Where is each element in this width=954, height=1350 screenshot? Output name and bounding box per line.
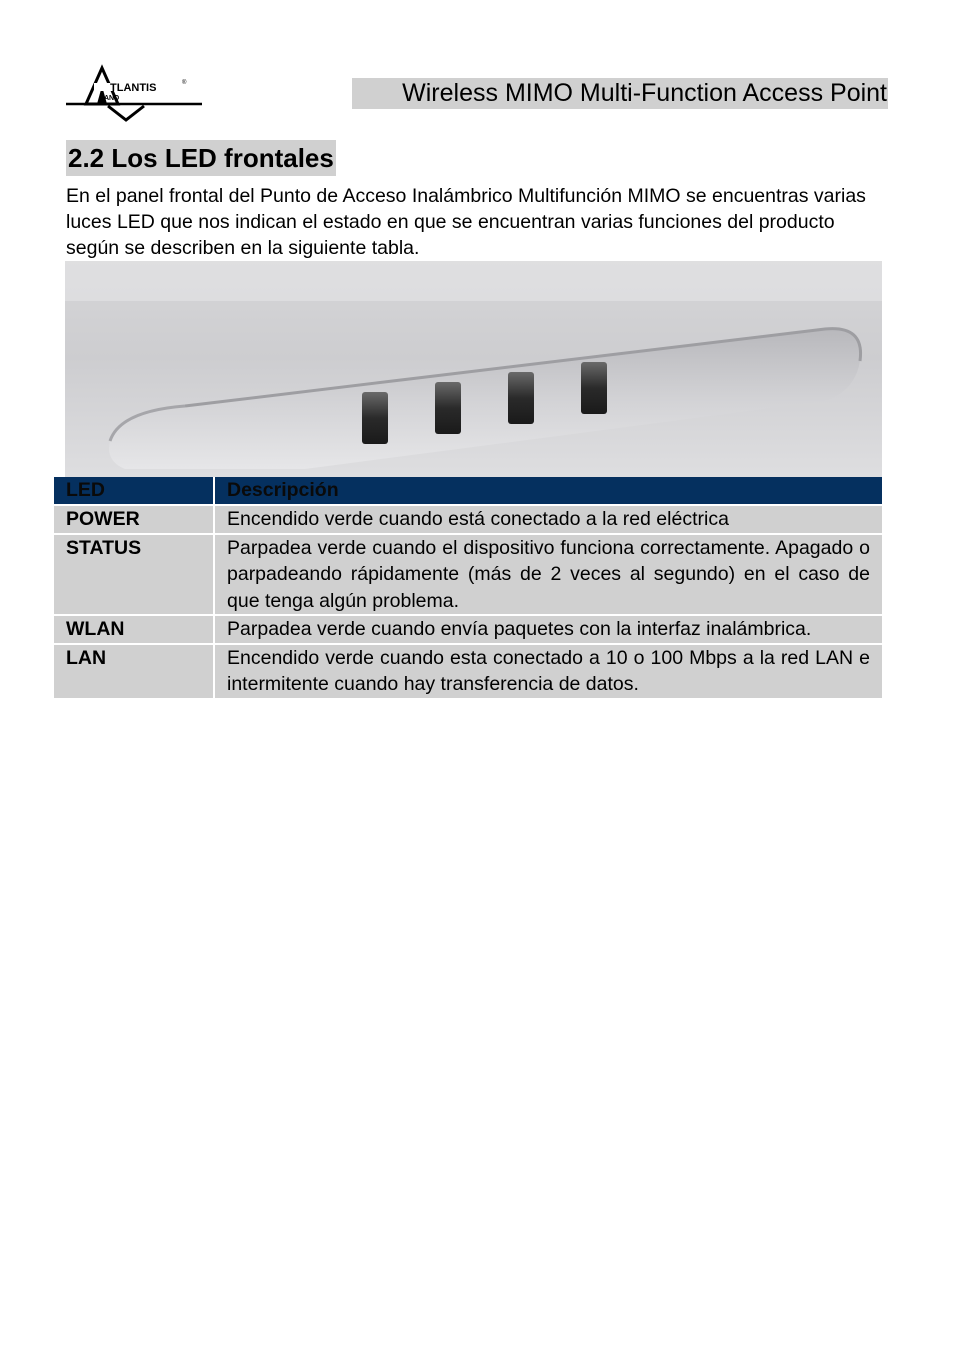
led-description: Parpadea verde cuando envía paquetes con la interfaz inalámbrica.	[214, 615, 882, 644]
device-front-panel-photo	[65, 261, 882, 477]
svg-text:TLANTIS: TLANTIS	[110, 82, 157, 94]
atlantis-land-logo	[64, 62, 204, 124]
led-name: POWER	[54, 505, 214, 534]
section-title: 2.2 Los LED frontales	[66, 140, 336, 176]
led-name: STATUS	[54, 534, 214, 616]
led-name: WLAN	[54, 615, 214, 644]
column-header-led: LED	[54, 477, 214, 505]
table-row	[54, 534, 882, 616]
svg-text:®: ®	[182, 80, 187, 86]
svg-text:AND: AND	[104, 95, 120, 102]
table-row	[54, 505, 882, 534]
led-description: Encendido verde cuando esta conectado a 10 o 100 Mbps a la red LAN e intermitente cuando hay transferencia de datos.	[214, 644, 882, 698]
led-description: Parpadea verde cuando el dispositivo funciona correctamente. Apagado o parpadeando rápidamente (más de 2 veces al segundo) en el caso de que tenga algún problema.	[214, 534, 882, 616]
intro-paragraph: En el panel frontal del Punto de Acceso Inalámbrico Multifunción MIMO se encuentras varias luces LED que nos indican el estado en que se encuentran varias funciones del producto según se describen en la siguiente tabla.	[66, 185, 866, 259]
table-row	[54, 615, 882, 644]
column-header-description: Descripción	[214, 477, 882, 505]
running-header: Wireless MIMO Multi-Function Access Point	[352, 78, 888, 109]
table-row	[54, 644, 882, 698]
led-description: Encendido verde cuando está conectado a la red eléctrica	[214, 505, 882, 534]
table-header-row	[54, 477, 882, 505]
led-name: LAN	[54, 644, 214, 698]
led-table	[54, 477, 882, 698]
